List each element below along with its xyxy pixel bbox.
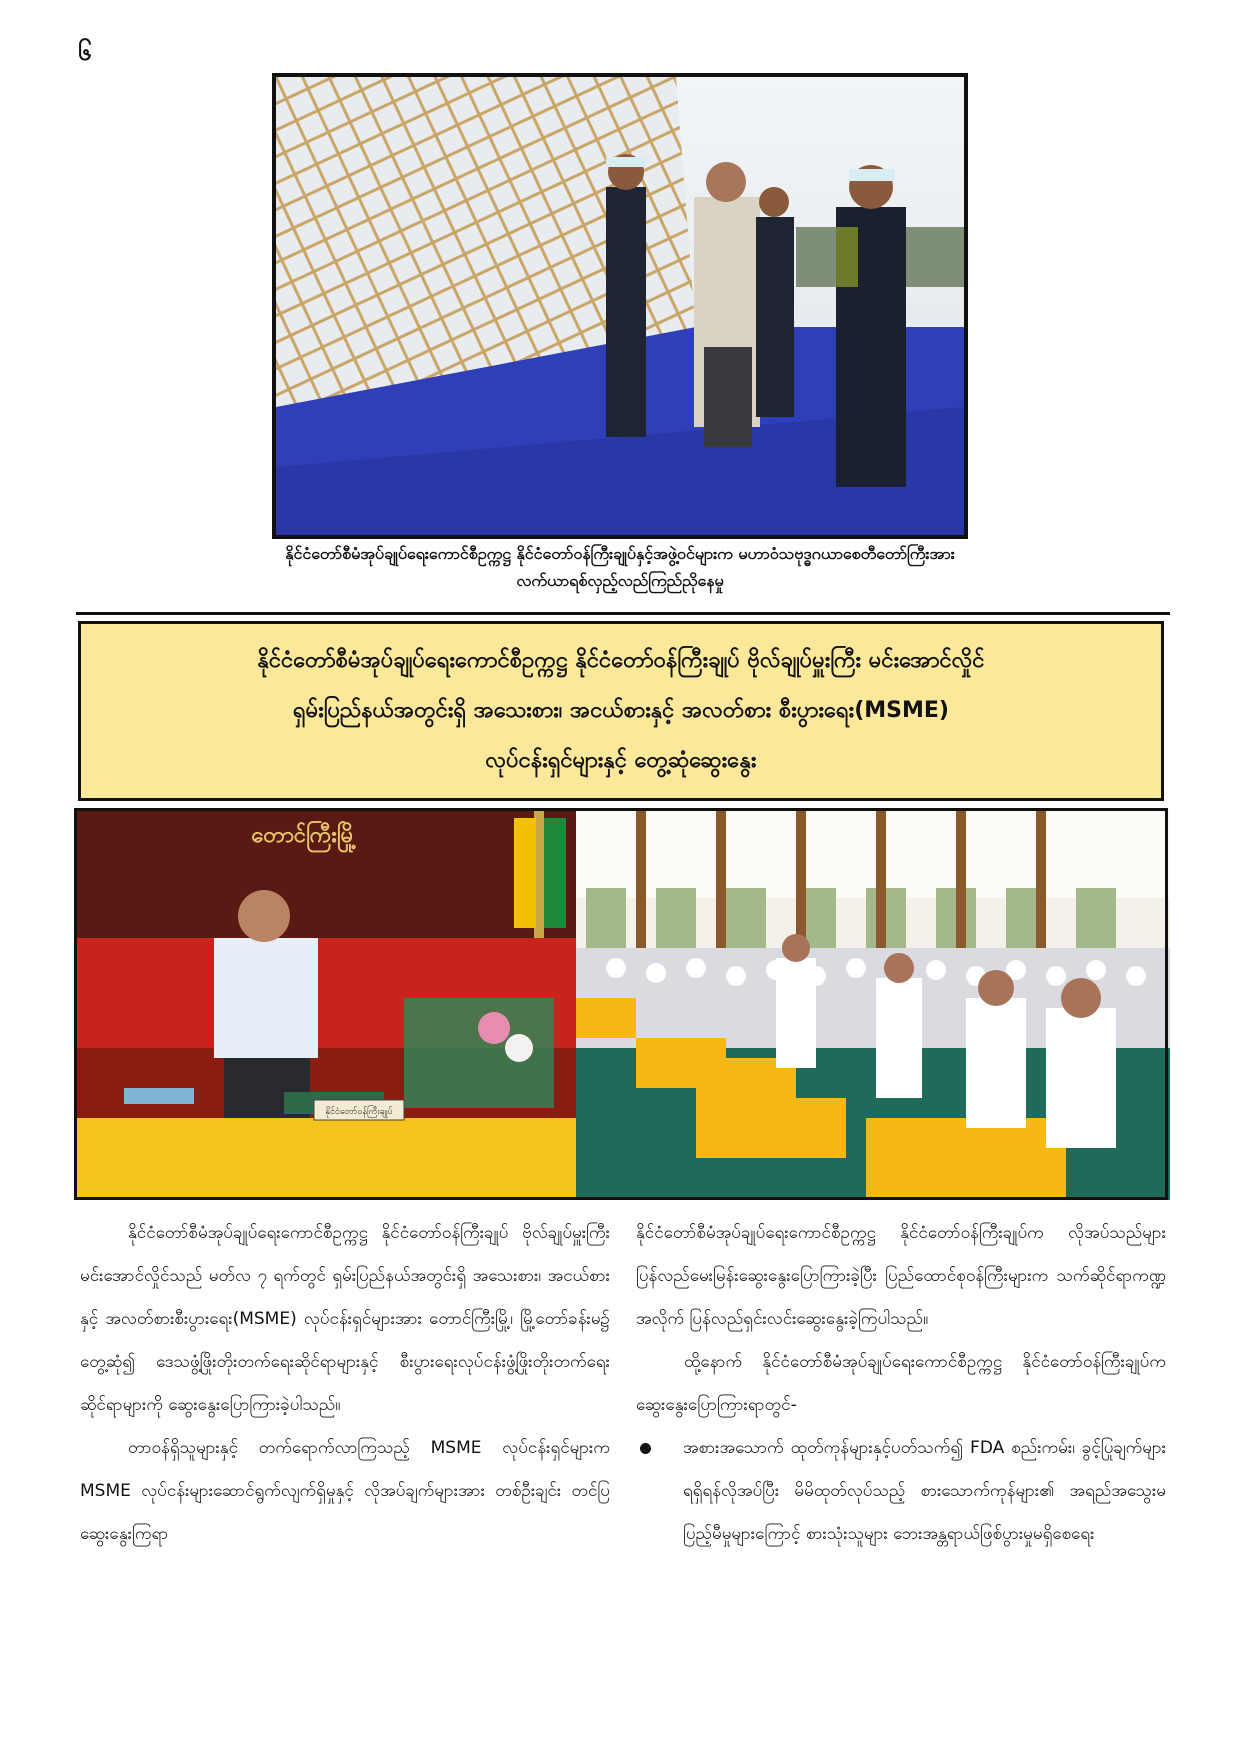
- bullet-text: အစားအသောက် ထုတ်ကုန်များနှင့်ပတ်သက်၍ FDA စည်းကမ်း၊ ခွင့်ပြုချက်များ ရရှိရန်လိုအပ်ပြီး မိမိထုတ်လုပ်သည့် စားသောက်ကုန်များ၏ အရည်အသွေးမပြည့်မီမှုများကြောင့် စားသုံးသူများ ဘေးအန္တရာယ်ဖြစ်ပွားမှုမရှိစေရေး: [683, 1438, 1166, 1544]
- article-paragraph: နိုင်ငံတော်စီမံအုပ်ချုပ်ရေးကောင်စီဥက္ကဋ္ဌ နိုင်ငံတော်ဝန်ကြီးချုပ်က လိုအပ်သည်များ ပြန်လည်မေးမြန်းဆွေးနွေးပြောကြားခဲ့ပြီး ပြည်ထောင်စုဝန်ကြီးများက သက်ဆိုင်ရာကဏ္ဍအလိုက် ပြန်လည်ရှင်းလင်းဆွေးနွေးခဲ့ကြပါသည်။: [636, 1223, 1166, 1329]
- headline-line-2: ရှမ်းပြည်နယ်အတွင်းရှိ အသေးစား၊ အငယ်စားနှင့် အလတ်စား စီးပွားရေး(MSME): [293, 698, 949, 723]
- meeting-photo-audience: [576, 808, 1170, 1200]
- article-column-right: [636, 1212, 1166, 1556]
- photo-caption: [110, 540, 1130, 594]
- article-paragraph: ထို့နောက် နိုင်ငံတော်စီမံအုပ်ချုပ်ရေးကောင်စီဥက္ကဋ္ဌ နိုင်ငံတော်ဝန်ကြီးချုပ်က ဆွေးနွေးပြောကြားရာတွင်-: [636, 1352, 1166, 1415]
- page-number: ၆: [78, 38, 92, 66]
- nameplate-text: နိုင်ငံတော်ဝန်ကြီးချုပ်: [325, 1107, 393, 1117]
- top-photo: [272, 73, 968, 539]
- bullet-item: [636, 1427, 1166, 1556]
- bullet-icon: [640, 1443, 651, 1454]
- article-paragraph: တာဝန်ရှိသူများနှင့် တက်ရောက်လာကြသည့် MSME လုပ်ငန်းရှင်များက MSME လုပ်ငန်းများဆောင်ရွက်လျက်ရှိမှုနှင့် လိုအပ်ချက်များအား တစ်ဦးချင်း တင်ပြဆွေးနွေးကြရာ: [80, 1438, 610, 1544]
- headline-box: [78, 621, 1164, 801]
- article-column-left: [80, 1212, 610, 1556]
- hall-banner-text: တောင်ကြီးမြို့: [251, 823, 357, 848]
- caption-line-1: နိုင်ငံတော်စီမံအုပ်ချုပ်ရေးကောင်စီဥက္ကဋ္ဌ နိုင်ငံတော်ဝန်ကြီးချုပ်နှင့်အဖွဲ့ဝင်များက မဟာဝံသဗုဒ္ဓဂယာစေတီတော်ကြီးအား: [285, 544, 955, 563]
- article-paragraph: နိုင်ငံတော်စီမံအုပ်ချုပ်ရေးကောင်စီဥက္ကဋ္ဌ နိုင်ငံတော်ဝန်ကြီးချုပ် ဗိုလ်ချုပ်မှူးကြီး မင်းအောင်လှိုင်သည် မတ်လ ၇ ရက်တွင် ရှမ်းပြည်နယ်အတွင်းရှိ အသေးစား၊ အငယ်စားနှင့် အလတ်စားစီးပွားရေး(MSME) လုပ်ငန်းရှင်များအား တောင်ကြီးမြို့၊ မြို့တော်ခန်းမ၌ တွေ့ဆုံ၍ ဒေသဖွံ့ဖြိုးတိုးတက်ရေးဆိုင်ရာများနှင့် စီးပွားရေးလုပ်ငန်းဖွံ့ဖြိုးတိုးတက်ရေးဆိုင်ရာများကို ဆွေးနွေးပြောကြားခဲ့ပါသည်။: [80, 1223, 610, 1415]
- section-divider: [76, 612, 1170, 615]
- headline-line-1: နိုင်ငံတော်စီမံအုပ်ချုပ်ရေးကောင်စီဥက္ကဋ္ဌ နိုင်ငံတော်ဝန်ကြီးချုပ် ဗိုလ်ချုပ်မှူးကြီး မင်းအောင်လှိုင်: [257, 648, 985, 673]
- headline-line-3: လုပ်ငန်းရှင်များနှင့် တွေ့ဆုံဆွေးနွေး: [485, 748, 757, 773]
- caption-line-2: လက်ယာရစ်လှည့်လည်ကြည်ညိုနေမှု: [516, 571, 724, 590]
- meeting-photo-speaker: [74, 808, 576, 1200]
